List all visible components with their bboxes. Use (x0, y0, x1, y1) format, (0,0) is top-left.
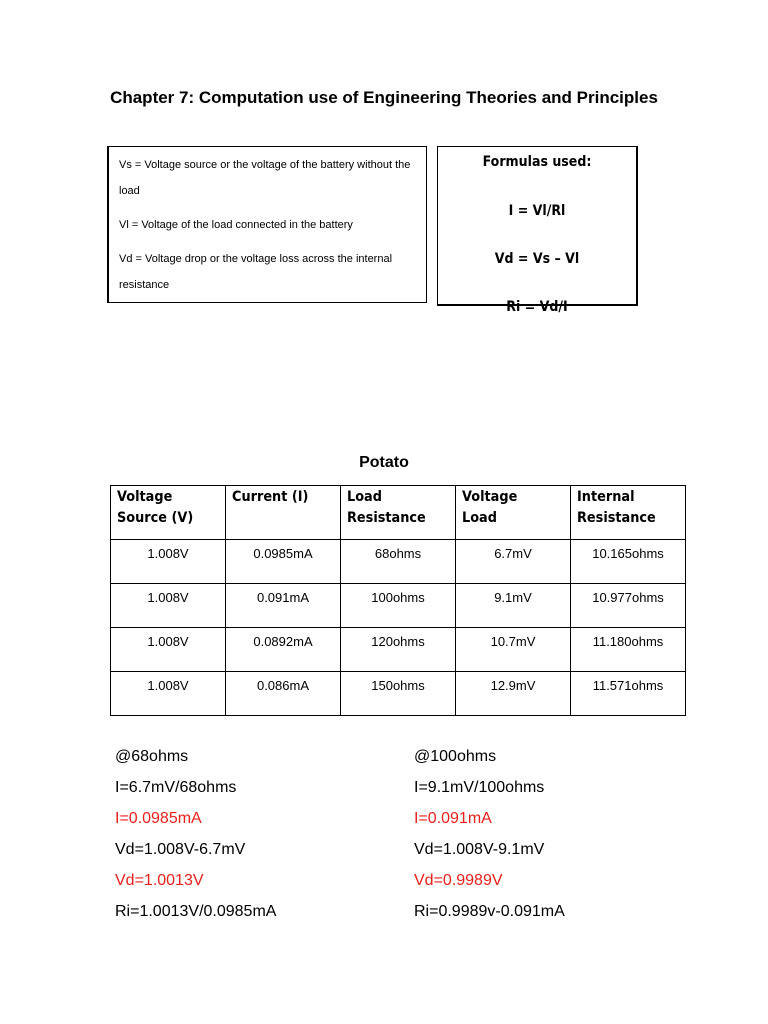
table-cell: 1.008V (111, 672, 226, 716)
table-cell: 12.9mV (456, 672, 571, 716)
table-row (111, 584, 686, 628)
header-voltage-source: Voltage Source (V) (111, 486, 226, 540)
table-cell: 100ohms (341, 584, 456, 628)
header-current: Current (I) (226, 486, 341, 540)
table-cell: 150ohms (341, 672, 456, 716)
table-cell: 9.1mV (456, 584, 571, 628)
table-cell: 0.091mA (226, 584, 341, 628)
header-internal-resistance: Internal Resistance (571, 486, 686, 540)
table-cell: 0.086mA (226, 672, 341, 716)
header-voltage-load: Voltage Load (456, 486, 571, 540)
calc-result-voltage-drop: Vd=0.9989V (414, 872, 503, 889)
table-cell: 10.165ohms (571, 540, 686, 584)
table-cell: 120ohms (341, 628, 456, 672)
formula-current: I = Vl/Rl (508, 203, 566, 219)
page-title: Chapter 7: Computation use of Engineering Theories and Principles (110, 88, 658, 107)
table-header-row (111, 486, 686, 540)
table-row (111, 672, 686, 716)
table-cell: 68ohms (341, 540, 456, 584)
calc-line: I=6.7mV/68ohms (115, 779, 237, 796)
calc-line: Vd=1.008V-6.7mV (115, 841, 246, 858)
table-cell: 1.008V (111, 540, 226, 584)
table-cell: 0.0985mA (226, 540, 341, 584)
calc-line: I=9.1mV/100ohms (414, 779, 545, 796)
table-cell: 6.7mV (456, 540, 571, 584)
definition-vl: Vl = Voltage of the load connected in the battery (119, 219, 353, 231)
formula-voltage-drop: Vd = Vs – Vl (494, 251, 580, 267)
formulas-box (437, 146, 638, 315)
calc-line: Ri=1.0013V/0.0985mA (115, 903, 277, 920)
table-cell: 11.180ohms (571, 628, 686, 672)
calc-right-column (414, 741, 565, 927)
table-cell: 10.977ohms (571, 584, 686, 628)
calc-line: @100ohms (414, 748, 497, 765)
table-cell: 1.008V (111, 628, 226, 672)
calc-line: Vd=1.008V-9.1mV (414, 841, 545, 858)
header-load-resistance: Load Resistance (341, 486, 456, 540)
table-cell: 1.008V (111, 584, 226, 628)
data-table (110, 485, 686, 716)
table-cell: 0.0892mA (226, 628, 341, 672)
calc-line: @68ohms (115, 748, 189, 765)
formula-internal-resistance: Ri = Vd/I (506, 299, 568, 315)
section-title: Potato (359, 454, 409, 471)
formulas-heading: Formulas used: (482, 154, 592, 170)
calc-left-column (115, 741, 276, 927)
calc-line: Ri=0.9989v-0.091mA (414, 903, 565, 920)
table-cell: 10.7mV (456, 628, 571, 672)
definition-vd: Vd = Voltage drop or the voltage loss across the internal resistance (119, 253, 393, 291)
table-row (111, 540, 686, 584)
calc-result-current: I=0.091mA (414, 810, 492, 827)
table-cell: 11.571ohms (571, 672, 686, 716)
table-row (111, 628, 686, 672)
definition-vs: Vs = Voltage source or the voltage of the battery without the load (119, 159, 411, 197)
calc-result-voltage-drop: Vd=1.0013V (115, 872, 204, 889)
definitions-box (107, 146, 427, 303)
calc-result-current: I=0.0985mA (115, 810, 202, 827)
